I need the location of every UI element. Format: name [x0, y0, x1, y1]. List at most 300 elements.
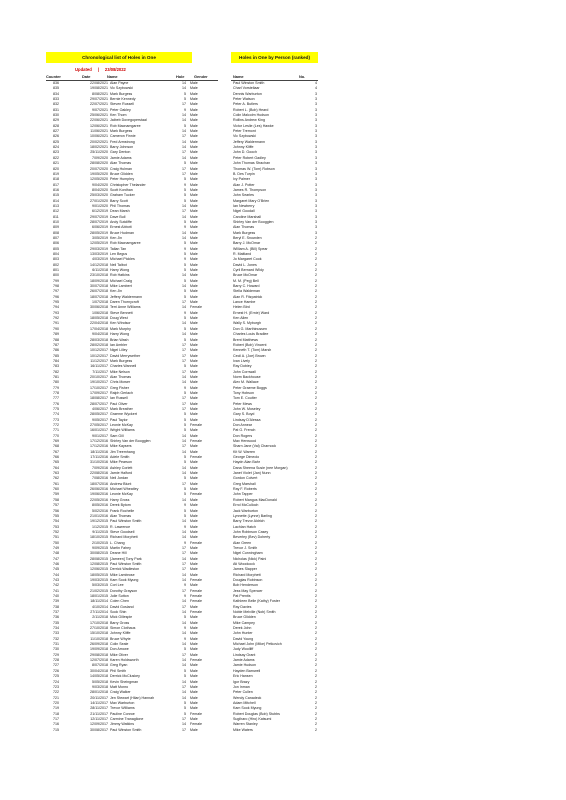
hole-count: 3 [315, 209, 317, 214]
hole-counter: 818 [53, 177, 59, 182]
hole-count: 2 [315, 465, 317, 470]
hole-counter: 776 [53, 401, 59, 406]
hole-number: 17 [182, 727, 186, 732]
hole-count: 2 [315, 369, 317, 374]
person-name: Vic Szybowski [233, 134, 256, 139]
player-gender: Male [190, 401, 198, 406]
player-name: Cori Lee [110, 583, 124, 588]
hole-date: 18/05/2015 [90, 572, 108, 577]
player-gender: Male [190, 321, 198, 326]
hole-count: 2 [315, 342, 317, 347]
hole-counter: 823 [53, 150, 59, 155]
hole-number: 14 [182, 203, 186, 208]
hole-counter: 806 [53, 241, 59, 246]
hole-counter: 725 [53, 674, 59, 679]
person-name: Jamie Adams [233, 658, 255, 663]
hole-date: 17/04/2018 [90, 326, 108, 331]
hole-number: 14 [182, 690, 186, 695]
hole-date: 27/11/2014 [90, 610, 108, 615]
player-gender: Male [190, 177, 198, 182]
person-name: Charl Vorsteliaar [233, 86, 260, 91]
player-name: Alan Thomas [110, 374, 132, 379]
hole-counter: 786 [53, 348, 59, 353]
player-gender: Male [190, 289, 198, 294]
hole-date: 9/04/2018 [92, 332, 108, 337]
person-name: Dana Sheena Susie (nee Morgan) [233, 465, 288, 470]
hole-count: 2 [315, 268, 317, 273]
hole-count: 2 [315, 390, 317, 395]
chronological-table [46, 81, 218, 733]
player-gender: Male [190, 497, 198, 502]
player-name: Mike Lambert [110, 284, 132, 289]
hole-date: 15/10/2018 [90, 631, 108, 636]
hole-count: 2 [315, 401, 317, 406]
hole-number: 17 [182, 300, 186, 305]
player-name: Sook Shin [110, 610, 127, 615]
hole-counter: 778 [53, 390, 59, 395]
person-name: Robert L. (Bob) Heard [233, 107, 269, 112]
hole-count: 3 [315, 113, 317, 118]
player-gender: Male [190, 465, 198, 470]
hole-count: 2 [315, 406, 317, 411]
hole-count: 2 [315, 257, 317, 262]
hole-date: 21/01/2016 [90, 513, 108, 518]
person-name: Ray Dobiey [233, 364, 252, 369]
person-name: Peter Graeme Boggs [233, 385, 267, 390]
hole-counter: 768 [53, 444, 59, 449]
person-name: George Dimeolo [233, 455, 260, 460]
person-name: Judy Woolliff [233, 647, 254, 652]
hole-counter: 830 [53, 113, 59, 118]
player-gender: Male [190, 364, 198, 369]
hole-date: 17/12/2016 [90, 444, 108, 449]
player-name: Matt Monro [110, 684, 129, 689]
hole-counter: 723 [53, 684, 59, 689]
hole-count: 3 [315, 230, 317, 235]
player-name: Ken Windsor [110, 321, 131, 326]
hole-counter: 720 [53, 700, 59, 705]
player-gender: Male [190, 396, 198, 401]
hole-date: 25/11/2020 [90, 150, 108, 155]
player-name: Jimmy Watkins [110, 722, 135, 727]
person-name: Errol McCulloch [233, 503, 259, 508]
hole-counter: 766 [53, 455, 59, 460]
hole-counter: 763 [53, 471, 59, 476]
player-gender: Male [190, 529, 198, 534]
hole-date: 14/11/2017 [90, 700, 108, 705]
hole-date: 10/06/2021 [90, 134, 108, 139]
hole-number: 5 [184, 647, 186, 652]
hole-date: 26/07/2018 [90, 289, 108, 294]
person-name: Peter A. Butlers [233, 102, 258, 107]
person-name: Kit W. Warren [233, 449, 256, 454]
hole-date: 9/04/2020 [92, 182, 108, 187]
person-name: M. M. (Peg) Bell [233, 278, 259, 283]
player-gender: Male [190, 572, 198, 577]
player-name: Mick Gillespie [110, 615, 133, 620]
player-gender: Male [190, 214, 198, 219]
hole-number: 14 [182, 599, 186, 604]
hole-number: 17 [182, 481, 186, 486]
player-name: Paul Winston Smith [110, 561, 142, 566]
hole-number: 17 [182, 369, 186, 374]
hole-count: 2 [315, 610, 317, 615]
person-name: Kenneth T. (Tom) Marsh [233, 348, 272, 353]
hole-date: 27/01/2020 [90, 198, 108, 203]
hole-number: 14 [182, 433, 186, 438]
hole-counter: 791 [53, 321, 59, 326]
player-name: Simon Clothaus [110, 626, 136, 631]
hole-number: 17 [182, 567, 186, 572]
hole-count: 3 [315, 193, 317, 198]
hole-number: 14 [182, 535, 186, 540]
hole-date: 9/07/2021 [92, 107, 108, 112]
hole-date: 9/03/2018 [92, 684, 108, 689]
hole-counter: 774 [53, 412, 59, 417]
hole-count: 2 [315, 310, 317, 315]
player-name: Gary Denton [110, 150, 131, 155]
player-name: Max Warburton [110, 700, 135, 705]
hole-date: 13/03/2019 [90, 252, 108, 256]
hole-count: 2 [315, 300, 317, 305]
player-gender: Female [190, 439, 202, 444]
hole-date: 8/05/2016 [92, 503, 108, 508]
hole-number: 14 [182, 374, 186, 379]
player-name: Christopher Thelander [110, 182, 146, 187]
hole-date: 26/09/2018 [90, 642, 108, 647]
person-name: Ivan Lively [233, 358, 250, 363]
hole-date: 25/06/2021 [90, 113, 108, 118]
hole-number: 17 [182, 444, 186, 449]
player-gender: Male [190, 310, 198, 315]
header-hole: Hole [176, 74, 185, 79]
hole-counter: 834 [53, 91, 59, 96]
hole-number: 14 [182, 305, 186, 310]
player-name: Rob Hatkins [110, 273, 130, 278]
hole-number: 5 [184, 337, 186, 342]
hole-count: 2 [315, 658, 317, 663]
hole-date: 19/08/2021 [90, 86, 108, 91]
hole-count: 2 [315, 524, 317, 529]
ranked-title: Holes in One by Person (ranked) [231, 52, 318, 63]
player-gender: Male [190, 123, 198, 128]
person-name: Alan Green [233, 540, 252, 545]
hole-count: 2 [315, 294, 317, 299]
person-name: Mike Waters [233, 727, 253, 732]
hole-counter: 820 [53, 166, 59, 171]
hole-count: 3 [315, 225, 317, 230]
hole-date: 18/02/2021 [90, 145, 108, 150]
person-name: Don Rogers [233, 433, 253, 438]
person-name: Jamie Hudson [233, 663, 256, 668]
hole-counter: 816 [53, 187, 59, 192]
hole-counter: 749 [53, 545, 59, 550]
person-name: Bruce Glidden [233, 615, 256, 620]
player-name: Mark Murphy [110, 326, 131, 331]
hole-number: 17 [182, 604, 186, 609]
person-name: Jeffery Waldermann [233, 139, 265, 144]
hole-count: 2 [315, 455, 317, 460]
hole-number: 14 [182, 118, 186, 123]
hole-date: 9/01/2017 [92, 433, 108, 438]
person-name: Charles Louis Bradlee [233, 332, 269, 337]
hole-number: 9 [184, 626, 186, 631]
player-name: Ken Jin [110, 289, 122, 294]
person-name: Alan R. Fitzpatrick [233, 294, 263, 299]
hole-number: 5 [184, 262, 186, 267]
player-gender: Male [190, 380, 198, 385]
hole-number: 17 [182, 353, 186, 358]
player-gender: Male [190, 86, 198, 91]
hole-number: 5 [184, 508, 186, 513]
hole-number: 14 [182, 380, 186, 385]
hole-counter: 717 [53, 716, 59, 721]
player-name: Ken Jin [110, 235, 122, 240]
hole-count: 2 [315, 284, 317, 289]
hole-date: 17/11/2016 [90, 455, 108, 460]
player-gender: Male [190, 252, 198, 256]
hole-number: 14 [182, 145, 186, 150]
player-gender: Male [190, 390, 198, 395]
hole-number: 9 [184, 524, 186, 529]
hole-counter: 827 [53, 129, 59, 134]
ranked-table [231, 81, 318, 733]
person-name: Don G. Marthinussen [233, 326, 267, 331]
person-name: Ivy Palmer [233, 177, 250, 182]
hole-counter: 821 [53, 161, 59, 166]
hole-counter: 829 [53, 118, 59, 123]
person-name: Robert Douglas (Bob) Stubbs [233, 711, 280, 716]
player-name: Tallan Tan [110, 246, 127, 251]
hole-count: 2 [315, 695, 317, 700]
hole-counter: 796 [53, 294, 59, 299]
hole-count: 2 [315, 599, 317, 604]
hole-count: 2 [315, 278, 317, 283]
hole-count: 2 [315, 551, 317, 556]
hole-count: 3 [315, 214, 317, 219]
player-name: L. Chang [110, 540, 125, 545]
hole-number: 5 [184, 706, 186, 711]
person-name: John Thomas Strachan [233, 161, 271, 166]
hole-number: 9 [184, 583, 186, 588]
person-name: Norm Backhouse [233, 374, 261, 379]
hole-number: 5 [184, 417, 186, 422]
hole-count: 3 [315, 182, 317, 187]
player-gender: Female [190, 722, 202, 727]
hole-counter: 795 [53, 300, 59, 305]
player-name: Sam Gill [110, 433, 124, 438]
hole-counter: 773 [53, 417, 59, 422]
hole-counter: 732 [53, 636, 59, 641]
hole-number: 5 [184, 460, 186, 465]
hole-counter: 722 [53, 690, 59, 695]
hole-date: 12/05/2019 [90, 241, 108, 246]
hole-count: 2 [315, 642, 317, 647]
person-name: Lindsay Grant [233, 652, 256, 657]
player-name: Kevin Sheingman [110, 679, 139, 684]
hole-date: 19/09/2018 [90, 647, 108, 652]
player-name: Paul Taylor [110, 417, 128, 422]
hole-date: 7/11/2017 [92, 369, 108, 374]
player-gender: Male [190, 524, 198, 529]
player-gender: Male [190, 535, 198, 540]
player-gender: Female [190, 305, 202, 310]
player-gender: Male [190, 631, 198, 636]
hole-number: 5 [184, 177, 186, 182]
hole-date: 4/06/2017 [92, 406, 108, 411]
hole-number: 17 [182, 209, 186, 214]
hole-count: 2 [315, 235, 317, 240]
player-name: Shirley Van der Boogglen [110, 439, 151, 444]
hole-date: 19/06/2016 [90, 492, 108, 497]
hole-count: 2 [315, 588, 317, 593]
hole-counter: 836 [53, 81, 59, 85]
player-gender: Male [190, 508, 198, 513]
header-date: Date [82, 74, 91, 79]
person-name: Cecil A. (Joe) Brown [233, 353, 266, 358]
hole-count: 2 [315, 620, 317, 625]
hole-number: 9 [184, 225, 186, 230]
person-name: Jo Margaret Cook [233, 257, 262, 262]
person-name: Barry J. McOmar [233, 241, 261, 246]
hole-number: 14 [182, 631, 186, 636]
player-name: Colen Chen [110, 599, 129, 604]
hole-count: 2 [315, 433, 317, 438]
hole-counter: 792 [53, 316, 59, 321]
hole-counter: 783 [53, 364, 59, 369]
person-name: Sharn Jane (Val) Charnock [233, 444, 277, 449]
hole-date: 1/06/2018 [92, 310, 108, 315]
hole-date: 27/10/2018 [90, 626, 108, 631]
player-gender: Male [190, 326, 198, 331]
hole-number: 14 [182, 610, 186, 615]
player-name: Derrick Wadleston [110, 567, 140, 572]
hole-count: 3 [315, 102, 317, 107]
player-gender: Male [190, 182, 198, 187]
hole-count: 2 [315, 358, 317, 363]
player-gender: Male [190, 358, 198, 363]
hole-count: 2 [315, 647, 317, 652]
person-name: Beryl E. Snowden [233, 235, 262, 240]
hole-count: 2 [315, 262, 317, 267]
hole-counter: 781 [53, 374, 59, 379]
hole-counter: 746 [53, 561, 59, 566]
player-gender: Male [190, 716, 198, 721]
hole-number: 5 [184, 193, 186, 198]
person-name: John W. Moseley [233, 406, 261, 411]
hole-date: 30/08/2015 [90, 551, 108, 556]
person-name: Eric Hansen [233, 674, 253, 679]
player-gender: Male [190, 503, 198, 508]
hole-date: 18/05/2018 [90, 316, 108, 321]
player-gender: Male [190, 145, 198, 150]
hole-date: 11/10/2018 [90, 636, 108, 641]
player-gender: Male [190, 332, 198, 337]
hole-date: 29/07/2019 [90, 214, 108, 219]
player-gender: Male [190, 417, 198, 422]
hole-count: 2 [315, 423, 317, 427]
player-name: Harry Gross [110, 497, 130, 502]
player-gender: Female [190, 588, 202, 593]
person-name: Paul Winston Smith [233, 81, 265, 85]
player-name: Harry Wong [110, 332, 130, 337]
hole-count: 2 [315, 481, 317, 486]
player-gender: Male [190, 268, 198, 273]
hole-date: 28/08/2020 [90, 161, 108, 166]
player-gender: Male [190, 139, 198, 144]
player-name: Graeme Wyckert [110, 412, 137, 417]
hole-count: 2 [315, 246, 317, 251]
hole-number: 5 [184, 390, 186, 395]
hole-counter: 799 [53, 278, 59, 283]
player-gender: Male [190, 300, 198, 305]
hole-count: 4 [315, 81, 317, 85]
player-name: Barry Johnson [110, 145, 134, 150]
hole-counter: 835 [53, 86, 59, 91]
person-name: Peter Robert Gadley [233, 155, 266, 160]
hole-number: 14 [182, 321, 186, 326]
player-name: Mark Burgess [110, 358, 133, 363]
hole-count: 2 [315, 679, 317, 684]
hole-date: 31/10/2016 [90, 460, 108, 465]
person-name: Dennis Warburton [233, 91, 262, 96]
player-name: Rob Macnamgaree [110, 241, 141, 246]
player-name: Paul Winston Smith [110, 519, 142, 524]
hole-number: 17 [182, 551, 186, 556]
hole-date: 28/07/2017 [90, 401, 108, 406]
hole-counter: 757 [53, 503, 59, 508]
hole-counter: 727 [53, 663, 59, 668]
hole-date: 30/04/2018 [90, 668, 108, 673]
hole-count: 3 [315, 134, 317, 139]
player-name: Leonie McKay [110, 423, 133, 427]
hole-date: 20/02/2021 [90, 139, 108, 144]
hole-number: 17 [182, 716, 186, 721]
hole-counter: 718 [53, 711, 59, 716]
hole-number: 17 [182, 134, 186, 139]
hole-number: 17 [182, 150, 186, 155]
player-gender: Male [190, 487, 198, 492]
hole-count: 2 [315, 706, 317, 711]
hole-number: 14 [182, 722, 186, 727]
hole-count: 2 [315, 615, 317, 620]
hole-count: 2 [315, 471, 317, 476]
hole-counter: 805 [53, 246, 59, 251]
hole-date: 16/01/2017 [90, 428, 108, 433]
player-name: Frank Rochelle [110, 508, 135, 513]
player-gender: Male [190, 225, 198, 230]
player-name: Charles Wannell [110, 364, 137, 369]
hole-date: 19/03/2015 [90, 577, 108, 582]
hole-count: 2 [315, 332, 317, 337]
player-gender: Male [190, 471, 198, 476]
hole-count: 2 [315, 439, 317, 444]
hole-number: 14 [182, 577, 186, 582]
player-gender: Male [190, 652, 198, 657]
player-name: Harry Wong [110, 268, 130, 273]
hole-counter: 809 [53, 225, 59, 230]
hole-count: 3 [315, 97, 317, 102]
hole-count: 2 [315, 428, 317, 433]
hole-counter: 787 [53, 342, 59, 347]
player-name: Trevor Williams [110, 706, 135, 711]
hole-number: 14 [182, 449, 186, 454]
player-name: Michael Pickles [110, 257, 135, 262]
player-gender: Male [190, 476, 198, 481]
player-gender: Female [190, 658, 202, 663]
player-name: Craig Hulman [110, 166, 132, 171]
hole-counter: 779 [53, 385, 59, 390]
